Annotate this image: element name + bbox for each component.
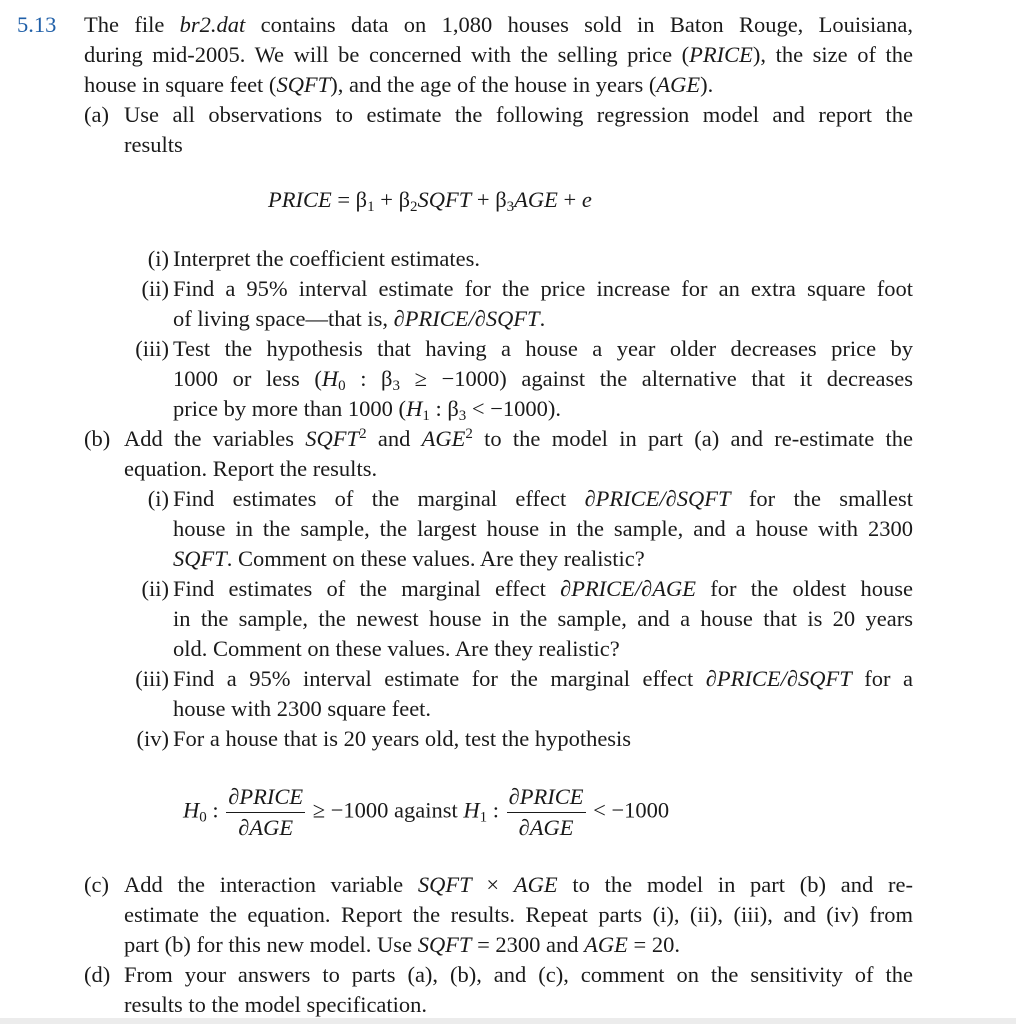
part-b-iii-label: (iii) xyxy=(135,666,169,691)
part-a-line-2: results xyxy=(124,132,183,157)
part-a-ii-line-1: Find a 95% interval estimate for the price increase for an extra square foot xyxy=(173,276,913,301)
part-a-i-text: Interpret the coefficient estimates. xyxy=(173,246,480,271)
problem-number: 5.13 xyxy=(17,12,57,37)
intro-line-2: during mid-2005. We will be concerned with the selling price (PRICE), the size of the xyxy=(84,42,913,67)
part-b-label: (b) xyxy=(84,426,111,451)
part-b-ii-label: (ii) xyxy=(141,576,169,601)
part-d-line-1: From your answers to parts (a), (b), and (c), comment on the sensitivity of the xyxy=(124,962,913,987)
part-b-iii-line-2: house with 2300 square feet. xyxy=(173,696,432,721)
part-a-ii-label: (ii) xyxy=(141,276,169,301)
part-b-ii-line-1: Find estimates of the marginal effect ∂PRICE/∂AGE for the oldest house xyxy=(173,576,914,601)
part-b-ii-line-3: old. Comment on these values. Are they realistic? xyxy=(173,636,620,661)
part-a-iii-line-1: Test the hypothesis that having a house a year older decreases price by xyxy=(173,336,913,361)
part-a-iii-line-2: 1000 or less ($H_0$ : $\beta_3 \ge -1000$) against the alternative that it decreases xyxy=(173,366,913,394)
hypothesis-equation: $H_0$ : ∂PRICE ∂AGE ≥ −1000 against $H_1$ : ∂PRICE ∂AGE < −1000 xyxy=(183,782,669,843)
part-c-line-3: part (b) for this new model. Use SQFT = 2300 and AGE = 20. xyxy=(124,932,680,957)
part-c-line-2: estimate the equation. Report the results. Repeat parts (i), (ii), (iii), and (iv) from xyxy=(124,902,913,927)
intro-line-3: house in square feet (SQFT), and the age of the house in years (AGE). xyxy=(84,72,714,97)
page-bottom-edge xyxy=(0,1018,1016,1024)
part-a-iii-line-3: price by more than 1000 ($H_1$ : $\beta_3 < -1000$). xyxy=(173,396,562,424)
part-a-label: (a) xyxy=(84,102,109,127)
part-c-label: (c) xyxy=(84,872,109,897)
part-a-ii-line-2: of living space—that is, ∂PRICE/∂SQFT. xyxy=(173,306,546,331)
part-d-line-2: results to the model specification. xyxy=(124,992,428,1017)
part-a-line-1: Use all observations to estimate the following regression model and report the xyxy=(124,102,913,127)
fraction-2: ∂PRICE ∂AGE xyxy=(508,784,584,840)
part-d-label: (d) xyxy=(84,962,111,987)
part-a-i-label: (i) xyxy=(147,246,169,271)
intro-line-1: The file br2.dat contains data on 1,080 houses sold in Baton Rouge, Louisiana, xyxy=(84,12,913,37)
part-b-i-label: (i) xyxy=(147,486,169,511)
part-b-ii-line-2: in the sample, the newest house in the sample, and a house that is 20 years xyxy=(173,606,913,631)
part-b-iv-text: For a house that is 20 years old, test the hypothesis xyxy=(173,726,632,751)
part-b-i-line-1: Find estimates of the marginal effect ∂PRICE/∂SQFT for the smallest xyxy=(173,486,913,511)
part-b-iv-label: (iv) xyxy=(136,726,169,751)
part-b-i-line-3: SQFT. Comment on these values. Are they realistic? xyxy=(173,546,645,571)
part-b-iii-line-1: Find a 95% interval estimate for the marginal effect ∂PRICE/∂SQFT for a xyxy=(173,666,913,691)
part-b-i-line-2: house in the sample, the largest house in the sample, and a house with 2300 xyxy=(173,516,913,541)
part-b-line-1: Add the variables SQFT$^2$ and AGE$^2$ to the model in part (a) and re-estimate the xyxy=(124,426,913,451)
part-b-line-2: equation. Report the results. xyxy=(124,456,378,481)
file-name: br2.dat xyxy=(179,12,246,37)
part-c-line-1: Add the interaction variable SQFT × AGE to the model in part (b) and re- xyxy=(124,872,913,897)
regression-equation: PRICE = $\beta_1$ + $\beta_2SQFT + \beta_3AGE + e$ xyxy=(268,187,592,215)
part-a-iii-label: (iii) xyxy=(135,336,169,361)
fraction-1: ∂PRICE ∂AGE xyxy=(228,784,304,840)
